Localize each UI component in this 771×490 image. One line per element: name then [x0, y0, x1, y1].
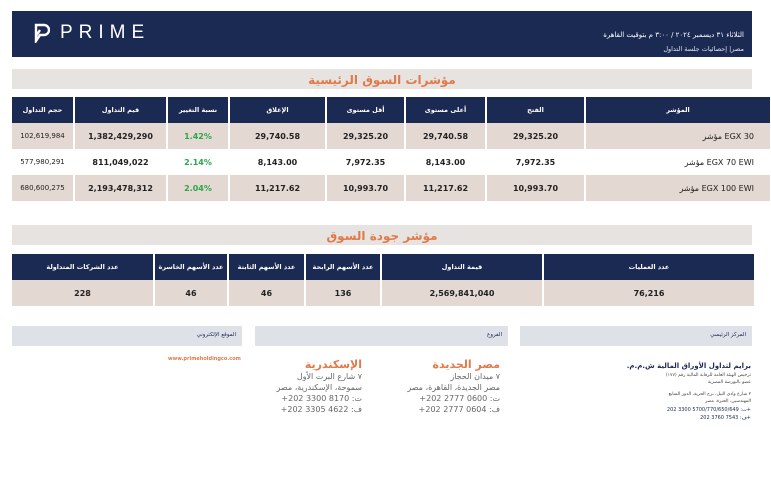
branch-address: ٧ شارع البرت الأول: [296, 372, 362, 381]
high-cell: 8,143.00: [406, 149, 485, 175]
index-name-cell: مؤشر EGX 30: [586, 123, 770, 149]
brand-name: PRIME: [60, 22, 151, 43]
open-cell: 7,972.35: [487, 149, 584, 175]
col-losers: عدد الأسهم الخاسرة: [155, 254, 227, 280]
website-link[interactable]: www.primeholdingco.com: [168, 356, 241, 362]
change-cell: 2.14%: [168, 149, 228, 175]
close-cell: 29,740.58: [230, 123, 325, 149]
unchanged-cell: 46: [229, 280, 304, 306]
report-header: [12, 11, 752, 57]
website-band: [12, 326, 242, 346]
volume-cell: 680,600,275: [12, 175, 73, 201]
losers-cell: 46: [155, 280, 227, 306]
col-gainers: عدد الأسهم الرابحة: [306, 254, 380, 280]
quality-section-title: مؤشر جودة السوق: [326, 229, 438, 243]
hq-label: المركز الرئيسي: [710, 332, 746, 338]
indices-table: [10, 97, 771, 201]
high-cell: 11,217.62: [406, 175, 485, 201]
branch-fax: ف: 4622 3305 202+: [280, 405, 362, 414]
branch-fax: ف: 0604 2777 202+: [418, 405, 500, 414]
prime-logo: [34, 22, 150, 44]
col-high: أعلى مستوى: [406, 97, 485, 123]
col-change: نسبة التغيير: [168, 97, 228, 123]
col-low: أقل مستوى: [327, 97, 404, 123]
table-row: [12, 280, 754, 306]
volume-cell: 102,619,984: [12, 123, 73, 149]
quality-header-row: [12, 254, 754, 280]
value-cell: 2,193,478,312: [75, 175, 166, 201]
quality-table: [10, 254, 756, 306]
branch-title: مصر الجديدة: [432, 358, 500, 371]
trades-cell: 76,216: [544, 280, 754, 306]
branch-title: الإسكندرية: [304, 358, 362, 371]
low-cell: 10,993.70: [327, 175, 404, 201]
index-name-cell: مؤشر EGX 70 EWI: [586, 149, 770, 175]
hq-license: ترخيص الهيئة العامة للرقابة المالية رقم (١٧٧): [665, 373, 751, 378]
hq-band: [520, 326, 752, 346]
hq-fax: ف: 7543 3760 202+: [700, 415, 751, 421]
col-turnover: قيمة التداول: [382, 254, 542, 280]
low-cell: 7,972.35: [327, 149, 404, 175]
close-cell: 8,143.00: [230, 149, 325, 175]
table-row: [12, 149, 770, 175]
index-name-cell: مؤشر EGX 100 EWI: [586, 175, 770, 201]
branch-heliopolis: [407, 358, 500, 415]
indices-section-title: مؤشرات السوق الرئيسية: [308, 73, 456, 87]
open-cell: 10,993.70: [487, 175, 584, 201]
indices-section-band: [12, 69, 752, 89]
branches-band: [255, 326, 508, 346]
hq-membership: عضو بالبورصة المصرية: [707, 380, 751, 385]
value-cell: 1,382,429,290: [75, 123, 166, 149]
table-row: [12, 175, 770, 201]
branch-address: مصر الجديدة، القاهرة، مصر: [407, 383, 500, 392]
volume-cell: 577,980,291: [12, 149, 73, 175]
branch-phone: ت: 0600 2777 202+: [419, 394, 500, 403]
indices-header-row: [12, 97, 770, 123]
col-traded-companies: عدد الشركات المتداولة: [12, 254, 153, 280]
prime-logo-icon: [34, 23, 50, 43]
branch-address: سموحة، الإسكندرية، مصر: [276, 383, 362, 392]
col-unchanged: عدد الأسهم الثابتة: [229, 254, 304, 280]
branch-phone: ت: 8170 3300 202+: [281, 394, 362, 403]
report-subtitle: مصر| إحصائيات جلسة التداول: [663, 45, 744, 53]
col-close: الإغلاق: [230, 97, 325, 123]
hq-phone: ت: 5700/770/650/649 3300 202+: [666, 407, 751, 413]
change-cell: 2.04%: [168, 175, 228, 201]
hq-company-name: برايم لتداول الأوراق المالية ش.م.م.: [626, 362, 751, 370]
col-index-name: المؤشر: [586, 97, 770, 123]
report-date: الثلاثاء ٣١ ديسمبر ٢٠٢٤ / ٣:٠٠ م بتوقيت القاهرة: [603, 31, 744, 39]
branch-alexandria: [277, 358, 362, 415]
col-value: قيم التداول: [75, 97, 166, 123]
website-label: الموقع الإلكتروني: [196, 332, 236, 338]
col-volume: حجم التداول: [12, 97, 73, 123]
turnover-cell: 2,569,841,040: [382, 280, 542, 306]
change-cell: 1.42%: [168, 123, 228, 149]
quality-section-band: [12, 225, 752, 245]
hq-address: المهندسين، الجيزة، مصر: [705, 399, 751, 404]
close-cell: 11,217.62: [230, 175, 325, 201]
low-cell: 29,325.20: [327, 123, 404, 149]
gainers-cell: 136: [306, 280, 380, 306]
open-cell: 29,325.20: [487, 123, 584, 149]
high-cell: 29,740.58: [406, 123, 485, 149]
branches-label: الفروع: [487, 332, 502, 338]
traded-cell: 228: [12, 280, 153, 306]
branch-address: ٧ ميدان الحجاز: [450, 372, 500, 381]
col-open: الفتح: [487, 97, 584, 123]
hq-address: ٢ شارع وادي النيل، برج الحرية، الدور السابع: [668, 392, 751, 397]
value-cell: 811,049,022: [75, 149, 166, 175]
col-trades: عدد العمليات: [544, 254, 754, 280]
table-row: [12, 123, 770, 149]
